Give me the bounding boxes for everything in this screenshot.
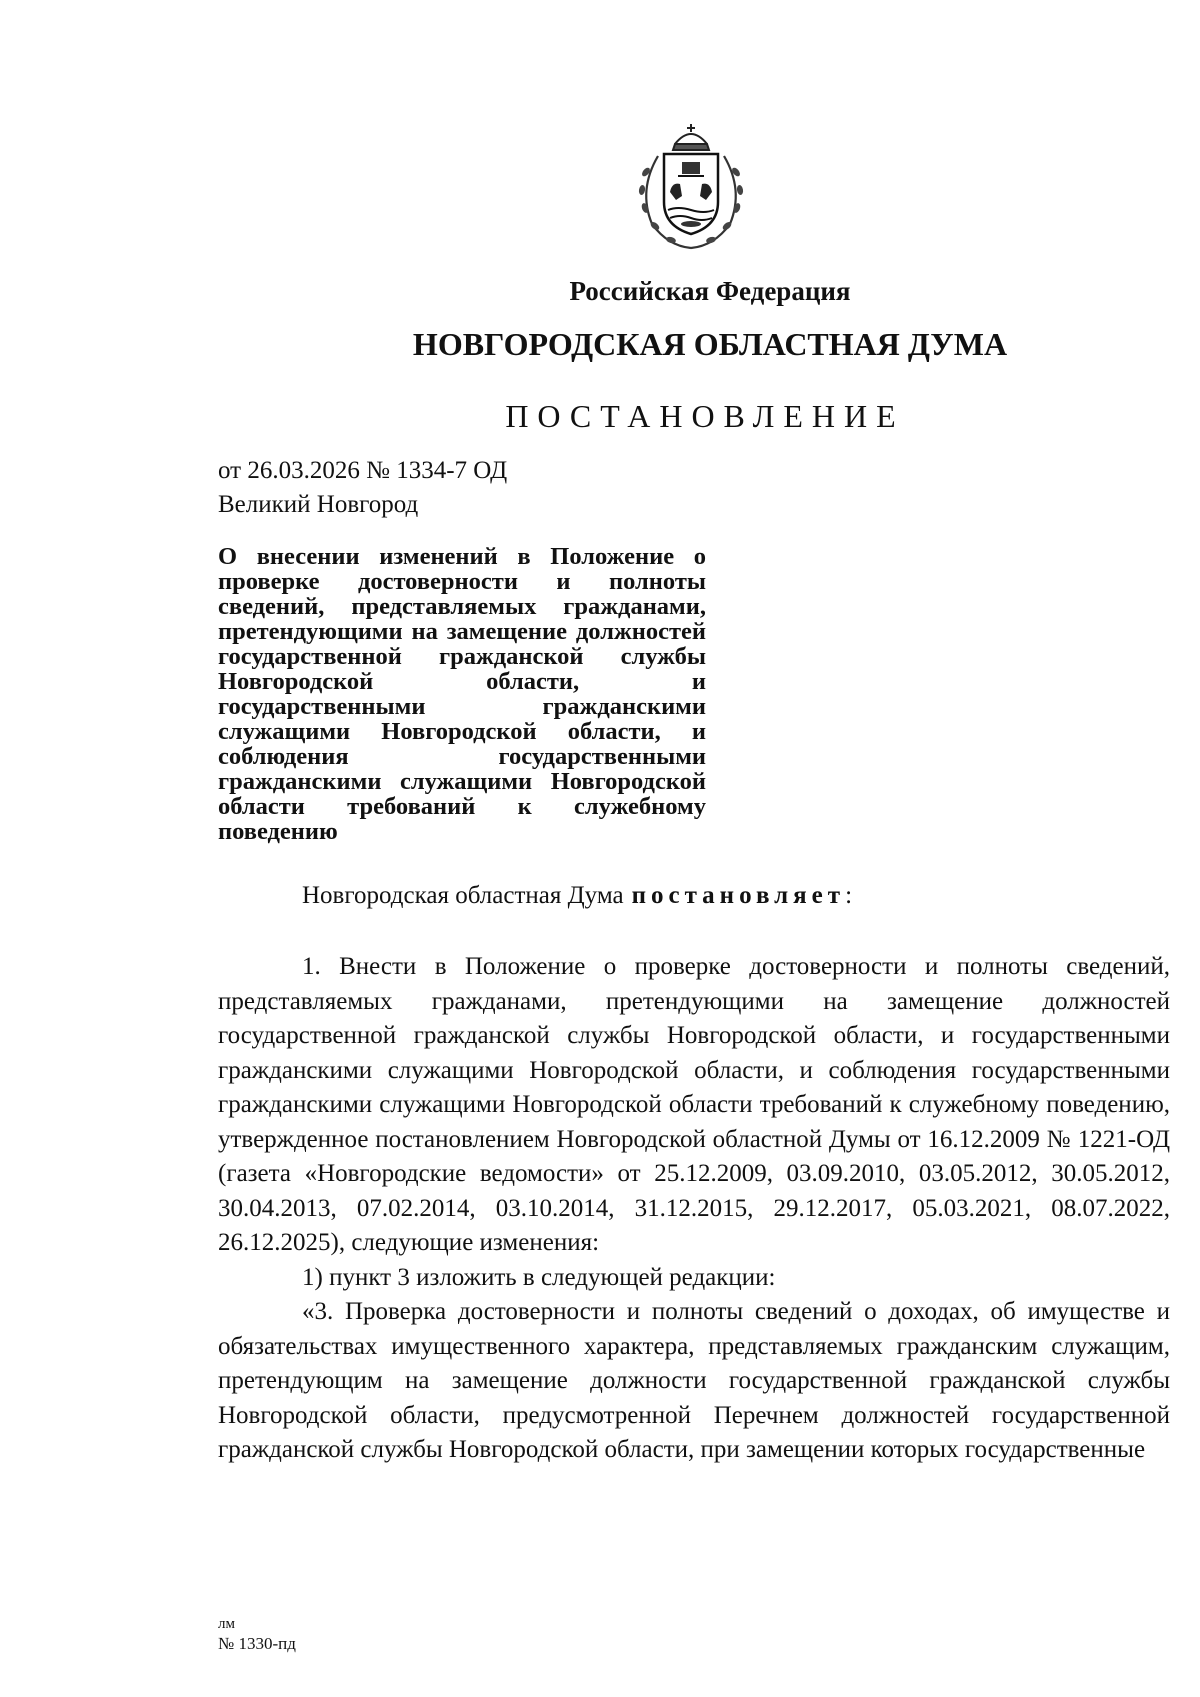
- coat-of-arms-icon: [628, 120, 754, 252]
- body-paragraph: 1) пункт 3 изложить в следующей редакции:: [302, 1263, 776, 1291]
- document-date: 26.03.2026: [247, 457, 360, 484]
- number-prefix: №: [366, 457, 390, 484]
- document-footer: [218, 1614, 296, 1654]
- body-paragraph: «3. Проверка достоверности и полноты сведений о доходах, об имуществе и обязательствах имущественного характера, представляемых гражданским служащим, претендующим на замещение должности государственной гражданской службы Новгородской области, предусмотренной Перечнем должностей государственной гражданской службы Новгородской области, при замещении которых государственные: [218, 1298, 1170, 1463]
- footer-reference: № 1330-пд: [218, 1634, 296, 1653]
- document-number: 1334-7 ОД: [396, 457, 508, 484]
- resolution-line: [302, 882, 852, 910]
- date-number-line: [218, 454, 507, 488]
- organization-heading: НОВГОРОДСКАЯ ОБЛАСТНАЯ ДУМА: [412, 326, 1008, 362]
- resolution-colon: :: [845, 882, 853, 909]
- document-city: Великий Новгород: [218, 491, 419, 518]
- document-meta: [218, 454, 507, 522]
- country-heading: Российская Федерация: [569, 276, 851, 306]
- document-type-heading: ПОСТАНОВЛЕНИЕ: [505, 398, 905, 434]
- date-prefix: от: [218, 457, 242, 484]
- resolution-verb: постановляет: [631, 882, 846, 909]
- resolution-subject: Новгородская областная Дума: [302, 882, 624, 909]
- footer-initials: лм: [218, 1616, 235, 1632]
- document-body: [218, 950, 1170, 1468]
- body-paragraph: 1. Внести в Положение о проверке достоверности и полноты сведений, представляемых гражданами, претендующими на замещение должностей государственной гражданской службы Новгородской области, и государственными гражданскими служащими Новгородской области, и соблюдения государственными гражданскими служащими Новгородской области требований к служебному поведению, утвержденное постановлением Новгородской областной Думы от 16.12.2009 № 1221-ОД (газета «Новгородские ведомости» от 25.12.2009, 03.09.2010, 03.05.2012, 30.05.2012, 30.04.2013, 07.02.2014, 03.10.2014, 31.12.2015, 29.12.2017, 05.03.2021, 08.07.2022, 26.12.2025), следующие изменения:: [218, 953, 1170, 1256]
- document-subject: О внесении изменений в Положение о проверке достоверности и полноты сведений, представляемых гражданами, претендующими на замещение должностей государственной гражданской службы Новгородской области, и государственными гражданскими служащими Новгородской области, и соблюдения государственными гражданскими служащими Новгородской области требований к служебному поведению: [218, 543, 706, 845]
